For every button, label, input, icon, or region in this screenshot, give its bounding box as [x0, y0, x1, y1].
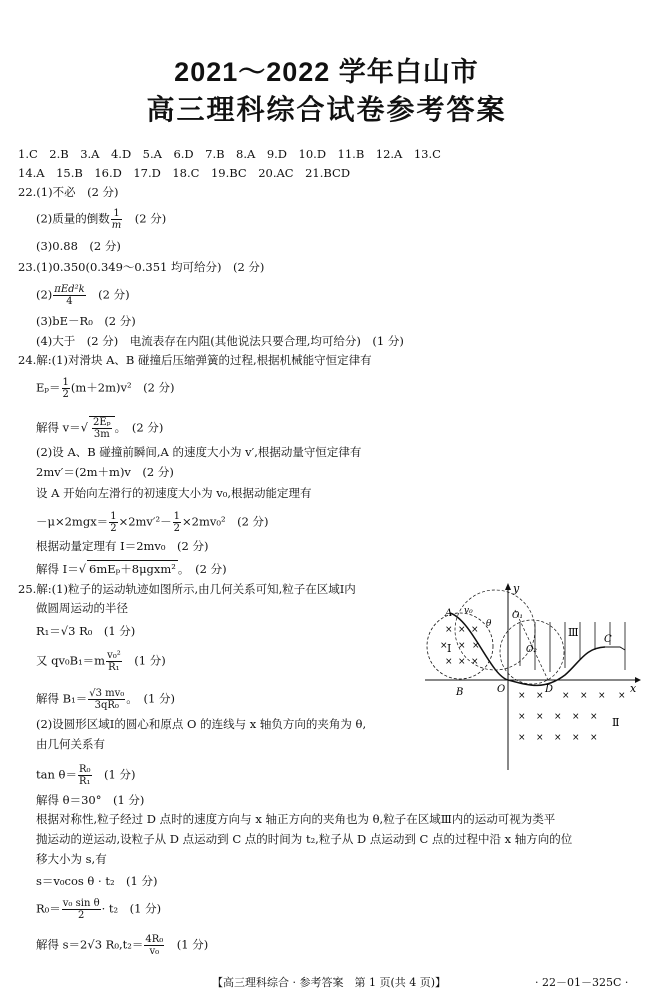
label-O2: O₂ [526, 645, 537, 655]
label-region-3: Ⅲ [568, 626, 579, 639]
q25-line13: s＝v₀cos θ · t₂ (1 分) [36, 874, 158, 888]
q23-part4: (4)大于 (2 分) 电流表存在内阻(其他说法只要合理,均可给分) (1 分) [36, 334, 404, 348]
label-region-2: Ⅱ [612, 716, 620, 729]
svg-text:×: × [518, 691, 526, 701]
svg-text:×: × [458, 625, 466, 635]
q25-line8: tan θ＝ $\frac{\text{R₀}}{\text{R₁}}$ (1 分) [36, 764, 136, 787]
svg-text:×: × [598, 691, 606, 701]
q25-line3: R₁＝√3 R₀ (1 分) [36, 624, 136, 638]
label-B: B [456, 687, 464, 698]
y-axis-label: y [513, 582, 520, 595]
svg-text:×: × [536, 712, 544, 722]
svg-text:×: × [562, 691, 570, 701]
svg-text:×: × [618, 691, 626, 701]
answers-row-2: 14.A 15.B 16.D 17.D 18.C 19.BC 20.AC 21.BCD [18, 166, 351, 180]
q25-line12: 移大小为 s,有 [36, 852, 107, 866]
q24-line4: (2)设 A、B 碰撞前瞬间,A 的速度大小为 v′,根据动量守恒定律有 [36, 445, 362, 459]
label-v0: v₀ [464, 606, 473, 616]
svg-text:×: × [580, 691, 588, 701]
label-theta: θ [486, 619, 492, 629]
q25-line2: 做圆周运动的半径 [36, 601, 128, 615]
svg-text:×: × [554, 733, 562, 743]
svg-text:×: × [536, 733, 544, 743]
q25-line14: R₀＝ $\frac{\text{v₀ sin θ}}{2}$ · t₂ (1 分) [36, 898, 162, 921]
svg-text:×: × [445, 657, 453, 667]
svg-text:×: × [518, 733, 526, 743]
q25-line9: 解得 θ＝30° (1 分) [36, 793, 145, 807]
q24-line1: 24.解:(1)对滑块 A、B 碰撞后压缩弹簧的过程,根据机械能守恒定律有 [18, 353, 372, 367]
label-O1: O₁ [512, 611, 523, 621]
q24-line5: 2mv′＝(2m＋m)v (2 分) [36, 465, 174, 479]
q24-line6: 设 A 开始向左滑行的初速度大小为 v₀,根据动能定理有 [36, 486, 312, 500]
svg-text:×: × [472, 641, 480, 651]
q24-line9: 解得 I＝√ 6mEₚ＋8μgxm² 。 (2 分) [36, 562, 227, 576]
document-code: · 22－01－325C · [535, 976, 629, 989]
trajectory-figure [420, 580, 645, 775]
q25-line10: 根据对称性,粒子经过 D 点时的速度方向与 x 轴正方向的夹角也为 θ,粒子在区域Ⅲ内的运动可视为类平 [36, 812, 556, 826]
label-C: C [604, 634, 612, 645]
svg-text:×: × [590, 733, 598, 743]
q25-line7: 由几何关系有 [36, 737, 105, 751]
svg-text:×: × [458, 641, 466, 651]
q25-line4: 又 qv₀B₁＝m $\frac{\text{v₀²}}{\text{R₁}}$ (1 分) [36, 650, 166, 673]
answers-row-1: 1.C 2.B 3.A 4.D 5.A 6.D 7.B 8.A 9.D 10.D 11.B 12.A 13.C [18, 147, 441, 161]
q22-part3: (3)0.88 (2 分) [36, 239, 121, 253]
q24-line7: －μ×2mgx＝ $\frac{1}{2}$ ×2mv′²－ $\frac{1}{2}$ ×2mv₀² (2 分) [36, 511, 269, 534]
q24-line8: 根据动量定理有 I＝2mv₀ (2 分) [36, 539, 209, 553]
svg-text:×: × [572, 712, 580, 722]
region-1-crosses [440, 625, 480, 667]
region-3-boundary [605, 647, 625, 650]
y-axis-arrow [505, 583, 511, 590]
q23-part1: 23.(1)0.350(0.349～0.351 均可给分) (2 分) [18, 260, 265, 274]
svg-text:×: × [590, 712, 598, 722]
title-line-1: 2021～2022 学年白山市 [174, 57, 479, 87]
label-region-1: Ⅰ [447, 642, 452, 655]
svg-text:×: × [518, 712, 526, 722]
q23-part3: (3)bE－R₀ (2 分) [36, 314, 136, 328]
svg-text:×: × [572, 733, 580, 743]
svg-text:×: × [554, 712, 562, 722]
label-O: O [497, 684, 506, 695]
q24-line3: 解得 v＝√ $\frac{\text{2Eₚ}}{3m}$ 。 (2 分) [36, 417, 164, 440]
svg-text:×: × [458, 657, 466, 667]
q25-line15: 解得 s＝2√3 R₀,t₂＝ $\frac{\text{4R₀}}{\text{v₀}}$ (1 分) [36, 934, 209, 957]
svg-text:×: × [445, 625, 453, 635]
svg-text:×: × [440, 641, 448, 651]
q25-line6: (2)设圆形区域Ⅰ的圆心和原点 O 的连线与 x 轴负方向的夹角为 θ, [36, 717, 367, 731]
svg-text:×: × [471, 625, 479, 635]
label-A: A [445, 608, 453, 619]
q25-line11: 抛运动的逆运动,设粒子从 D 点运动到 C 点的时间为 t₂,粒子从 D 点运动到 C 点的过程中沿 x 轴方向的位 [36, 832, 573, 846]
q22-part2: (2)质量的倒数 $\frac{1}{m}$ (2 分) [36, 208, 167, 231]
q24-line2: Eₚ＝ $\frac{1}{2}$ (m＋2m)v² (2 分) [36, 377, 175, 400]
region-2-crosses [518, 691, 626, 743]
label-D: D [545, 684, 554, 695]
q25-line5: 解得 B₁＝ $\frac{\text{√3 mv₀}}{\text{3qR₀}}$ 。 (1 分) [36, 688, 175, 711]
dashed-circle-left [455, 590, 535, 670]
q22-part1: 22.(1)不必 (2 分) [18, 185, 119, 199]
svg-text:×: × [536, 691, 544, 701]
page-footer: 【高三理科综合 · 参考答案 第 1 页(共 4 页)】 [212, 976, 447, 989]
q23-part2: (2) $\frac{\text{πEd²k}}{4}$ (2 分) [36, 284, 130, 307]
title-line-2: 高三理科综合试卷参考答案 [146, 94, 507, 125]
q25-line1: 25.解:(1)粒子的运动轨迹如图所示,由几何关系可知,粒子在区域Ⅰ内 [18, 582, 356, 596]
x-axis-label: x [630, 682, 637, 695]
svg-text:×: × [471, 657, 479, 667]
